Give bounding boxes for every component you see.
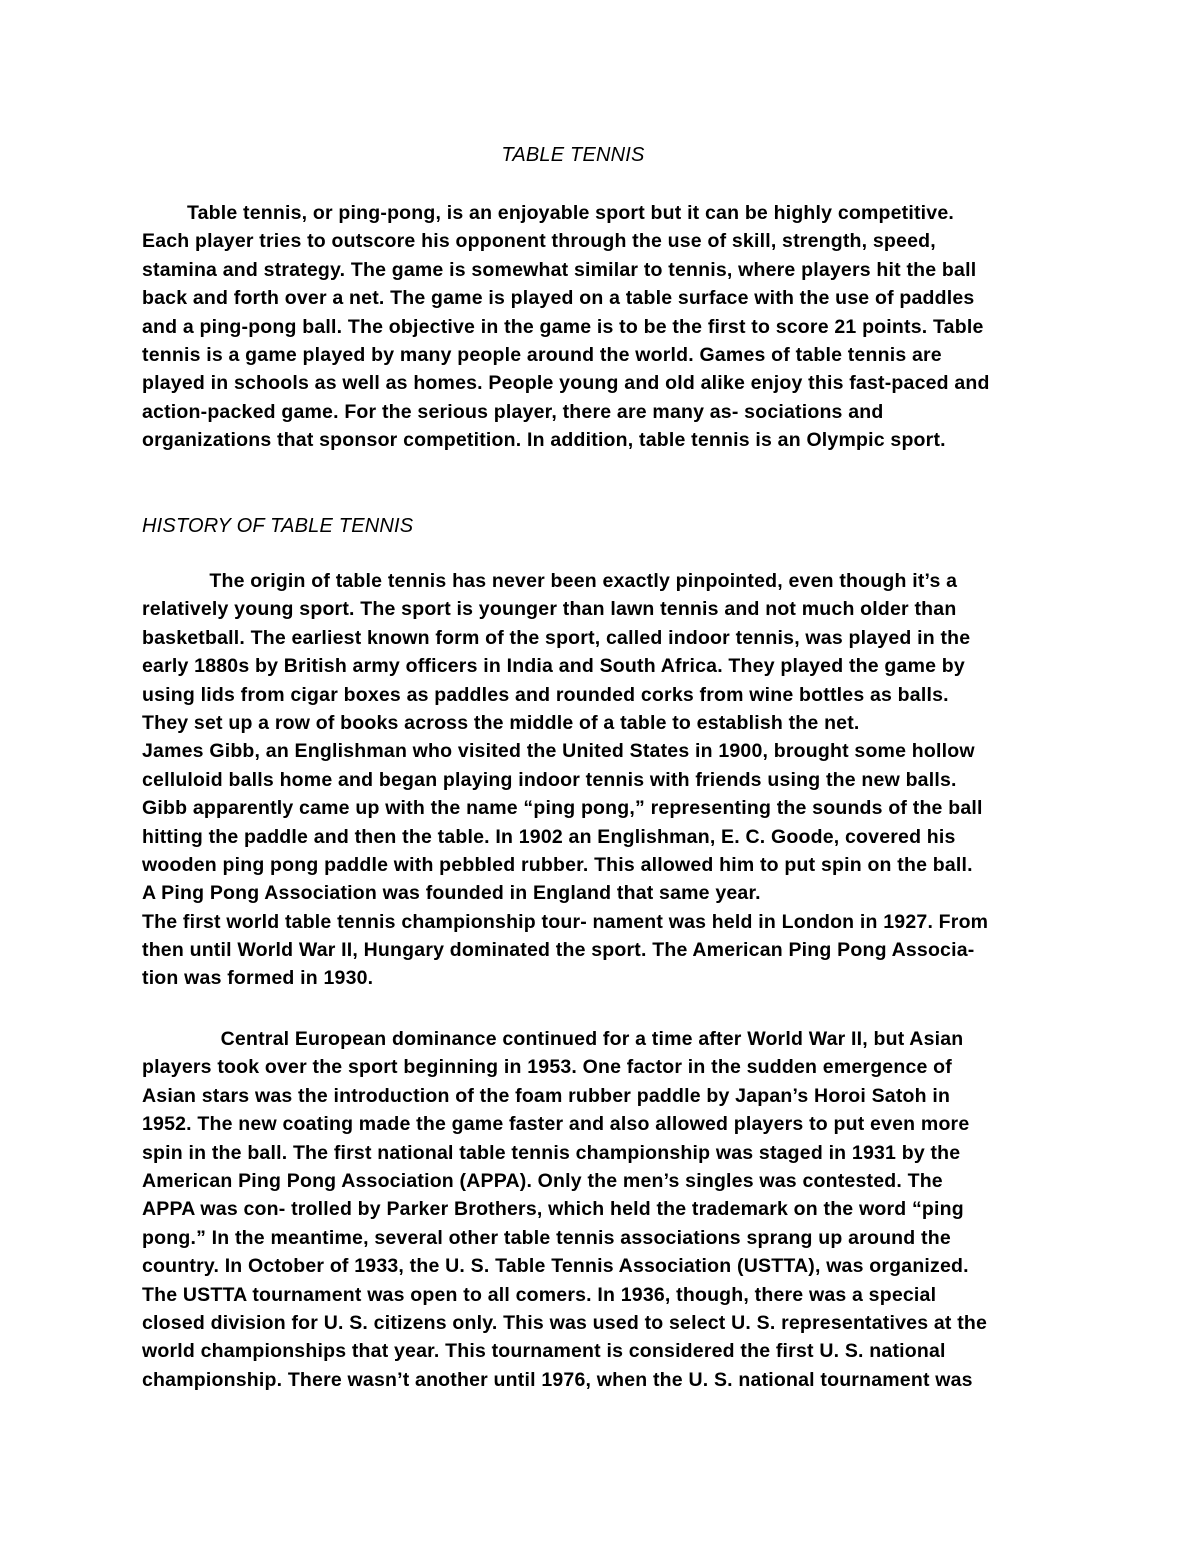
paragraph-line: wooden ping pong paddle with pebbled rubber. This allowed him to put spin on the ball. bbox=[142, 853, 973, 876]
paragraph-line: closed division for U. S. citizens only. This was used to select U. S. representatives at the bbox=[142, 1311, 988, 1334]
paragraph-line: hitting the paddle and then the table. In 1902 an Englishman, E. C. Goode, covered his bbox=[142, 825, 956, 848]
paragraph-line: world championships that year. This tournament is considered the first U. S. national bbox=[142, 1340, 946, 1363]
paragraph-line: The USTTA tournament was open to all comers. In 1936, though, there was a special bbox=[142, 1283, 937, 1306]
paragraph-line: celluloid balls home and began playing indoor tennis with friends using the new balls. bbox=[142, 768, 957, 791]
paragraph-line: A Ping Pong Association was founded in England that same year. bbox=[142, 882, 761, 905]
paragraph-line: tennis is a game played by many people around the world. Games of table tennis are bbox=[142, 343, 942, 366]
paragraph-line: spin in the ball. The first national table tennis championship was staged in 1931 by the bbox=[142, 1141, 961, 1164]
paragraph-line: early 1880s by British army officers in India and South Africa. They played the game by bbox=[142, 655, 965, 678]
paragraph-line: Gibb apparently came up with the name “ping pong,” representing the sounds of the ball bbox=[142, 797, 983, 820]
paragraph-line: championship. There wasn’t another until 1976, when the U. S. national tournament was bbox=[142, 1368, 973, 1391]
paragraph-line: country. In October of 1933, the U. S. Table Tennis Association (USTTA), was organized. bbox=[142, 1255, 969, 1278]
paragraph-line: players took over the sport beginning in 1953. One factor in the sudden emergence of bbox=[142, 1056, 952, 1079]
paragraph-line: tion was formed in 1930. bbox=[142, 967, 374, 990]
history-paragraph-1 bbox=[142, 567, 1072, 993]
paragraph-line: then until World War II, Hungary dominated the sport. The American Ping Pong Associa- bbox=[142, 939, 975, 962]
paragraph-line: Table tennis, or ping-pong, is an enjoyable sport but it can be highly competitive. bbox=[142, 202, 955, 224]
paragraph-line: relatively young sport. The sport is younger than lawn tennis and not much older than bbox=[142, 598, 957, 621]
paragraph-line: APPA was con- trolled by Parker Brothers, which held the trademark on the word “ping bbox=[142, 1198, 964, 1221]
paragraph-line: action-packed game. For the serious player, there are many as- sociations and bbox=[142, 400, 884, 423]
paragraph-line: Central European dominance continued for a time after World War II, but Asian bbox=[142, 1028, 964, 1050]
paragraph-line: 1952. The new coating made the game faster and also allowed players to put even more bbox=[142, 1113, 970, 1136]
paragraph-line: back and forth over a net. The game is played on a table surface with the use of paddles bbox=[142, 287, 975, 310]
paragraph-line: James Gibb, an Englishman who visited the United States in 1900, brought some hollow bbox=[142, 740, 975, 763]
paragraph-line: American Ping Pong Association (APPA). Only the men’s singles was contested. The bbox=[142, 1169, 943, 1192]
paragraph-line: played in schools as well as homes. People young and old alike enjoy this fast-paced and bbox=[142, 372, 990, 395]
paragraph-line: basketball. The earliest known form of the sport, called indoor tennis, was played in the bbox=[142, 626, 971, 649]
intro-paragraph bbox=[142, 199, 1072, 455]
history-paragraph-2 bbox=[142, 1025, 1072, 1394]
document-title: TABLE TENNIS bbox=[501, 144, 645, 166]
paragraph-line: using lids from cigar boxes as paddles and rounded corks from wine bottles as balls. bbox=[142, 683, 949, 706]
paragraph-line: The first world table tennis championship tour- nament was held in London in 1927. From bbox=[142, 910, 989, 933]
paragraph-line: Each player tries to outscore his opponent through the use of skill, strength, speed, bbox=[142, 230, 936, 253]
history-heading: HISTORY OF TABLE TENNIS bbox=[142, 515, 414, 537]
paragraph-line: and a ping-pong ball. The objective in the game is to be the first to score 21 points. Table bbox=[142, 315, 984, 338]
paragraph-line: They set up a row of books across the middle of a table to establish the net. bbox=[142, 711, 860, 734]
paragraph-line: Asian stars was the introduction of the foam rubber paddle by Japan’s Horoi Satoh in bbox=[142, 1084, 951, 1107]
paragraph-line: stamina and strategy. The game is somewhat similar to tennis, where players hit the ball bbox=[142, 258, 977, 281]
paragraph-line: pong.” In the meantime, several other table tennis associations sprang up around the bbox=[142, 1226, 951, 1249]
paragraph-line: organizations that sponsor competition. In addition, table tennis is an Olympic sport. bbox=[142, 429, 946, 452]
paragraph-line: The origin of table tennis has never been exactly pinpointed, even though it’s a bbox=[142, 570, 958, 592]
